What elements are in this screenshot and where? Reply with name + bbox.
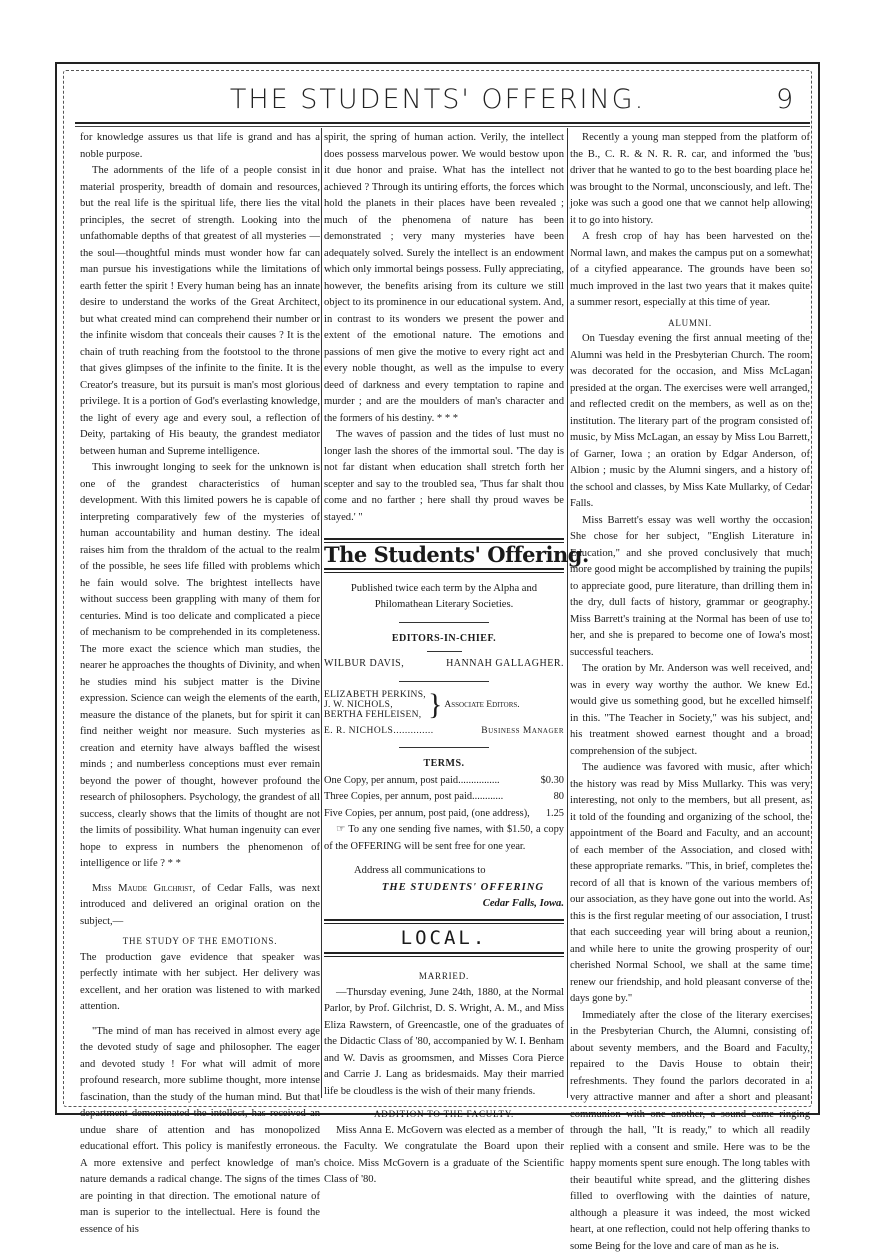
paragraph: A fresh crop of hay has been harvested on the Normal lawn, and makes the campus put on a somewhat of a cityfied appearance. The grounds have been so much improved in the last two years that it makes quite a summer resort, especially at this time of year. xyxy=(570,229,810,312)
paragraph: for knowledge assures us that life is grand and has a noble purpose. xyxy=(80,130,320,163)
offer xyxy=(324,822,564,855)
address-intro: Address all communications to xyxy=(324,863,564,880)
column-divider xyxy=(567,128,568,1098)
paragraph: Immediately after the close of the literary exercises in the Presbyterian Church, the Alumni, consisting of about seventy members, and the Board and Faculty, repaired to the Davis House to obtain their refreshments. They found the parlors decorated in a very attractive manner and after a short and pleasant communion with one another, a sound came ringing through the hall, "It is ready," to which all readily replied with a consent and smile. Here was to be the happy moments spent sure enough. The long tables with their beautiful white spread, and the glittering dishes filled to overflowing with the dainties of nature, although a pleasure it was indeed, the most wicked heart, at one reflection, could not help offering thanks to some Being for the love and care of man as he is. xyxy=(570,1008,810,1255)
paragraph: This inwrought longing to seek for the unknown is one of the grandest characteristics of human development. With this limited powers he is capable of interpreting comparatively few of the mysteries of human accountability and human destiny. The ideal raises him from the thraldom of the actual to the realm of the possible, he sees life filled with problems which he fain would solve. The brightest intellects have without success been grappling with many of them for centuries. Mind is too delicate and complicated a piece of mechanism to be comprehended in its completeness. The more exact the science which man studies, the nearer he approaches the thoughts of Divinity, and when he studies mind his subject matter is the Divine expression. Science can weigh the elements of the earth, measure the distance of the planets, but for spirit it can find neither weight nor measure. Such mysteries as creation and eternity have always baffled the wisest minds ; and numberless conceptions must ever remain beyond the power of thought, however profound the research of philosophers. Psychology, the grandest of all success, clearly shows that the limits of thought are not the limits of possibility. What human ingenuity can ever hope to express in numbers the phenomenon of intelligence or life ? * * xyxy=(80,460,320,873)
associate-label: Associate Editors. xyxy=(444,700,519,710)
page-header-title: THE STUDENTS' OFFERING. xyxy=(60,84,815,115)
column-middle xyxy=(324,130,564,1189)
terms-label: Five Copies, per annum, post paid, (one address), xyxy=(324,806,530,823)
associate-editors xyxy=(324,690,564,720)
terms-label: One Copy, per annum, post paid................ xyxy=(324,773,500,790)
paragraph: Miss Barrett's essay was well worthy the occasion She chose for her subject, "English Literature in Education," and she proved conclusively that much more good might be accomplished by training the pupils to appreciate good, pure literature, than drilling them in the dry, dull facts of history, grammar or geography. Miss Barrett's training at the Normal has been of use to her, and she is prepared to become one of Iowa's most successful teachers. xyxy=(570,513,810,662)
associate-name: BERTHA FEHLEISEN, xyxy=(324,710,426,720)
terms-row xyxy=(324,806,564,823)
paragraph: The waves of passion and the tides of lust must no longer lash the shores of the immortal soul. 'The day is not far distant when education shall stretch forth her scepter and say to the troubled sea, 'Thus far shalt thou come and no farther ; here shall thy proud waves be stayed.' " xyxy=(324,427,564,526)
paragraph: The oration by Mr. Anderson was well received, and was in every way worthy the author. We knew Ed. would give us something good, but he excelled himself in this. "The Teacher in Society," was his subject, and his treatment showed earnest thought and a broad comprehension of the subject. xyxy=(570,661,810,760)
rule xyxy=(324,568,564,573)
local-heading: LOCAL. xyxy=(324,930,564,947)
paragraph: The audience was favored with music, after which the history was read by Miss Mullarky. This was very interesting, not only to the members, but all present, as it told of the founding and organizing of the school, the appointment of the Board and Faculty, and an account of each member of the Association, and closed with these appropriate remarks. "This, in brief, completes the record of all that is known of the various members of our association, as they have gone out into the world. As this is the first regular meeting of our association, I trust that each succeeding year will bring about a reunion, and while here to unite the growing prosperity of our cherished Normal School, we shall at the same time renew our friendship, and hold pleasant converse of the days gone by." xyxy=(570,760,810,1008)
manager-label: Business Manager xyxy=(481,723,564,740)
header-rule xyxy=(75,122,810,127)
terms-heading: TERMS. xyxy=(324,756,564,773)
editors-in-chief xyxy=(324,656,564,673)
leader-dots: .............. xyxy=(393,723,481,740)
editor-name: HANNAH GALLAGHER. xyxy=(446,656,564,673)
section-heading: THE STUDY OF THE EMOTIONS. xyxy=(80,933,320,950)
paragraph: —Thursday evening, June 24th, 1880, at the Normal Parlor, by Prof. Gilchrist, D. S. Wright, A. M., and Miss Eliza Rawstern, of Greencastle, one of the graduates of the Didactic Class of '80, accompanied by W. I. Benham and W. Davis as groomsmen, and Misses Cora Pierce and Carrie J. Lang as bridesmaids. May their married life be cloudless is the wish of their many friends. xyxy=(324,985,564,1101)
paragraph: Recently a young man stepped from the platform of the B., C. R. & N. R. R. car, and informed the 'bus driver that he wanted to go to the best boarding place he was brought to the Normal, unconsciously, and left. The joke was such a good one that we cannot help allowing it to go into history. xyxy=(570,130,810,229)
editors-heading: EDITORS-IN-CHIEF. xyxy=(324,631,564,648)
associate-name: ELIZABETH PERKINS, xyxy=(324,690,426,700)
column-right xyxy=(570,130,810,1255)
manager-name: E. R. NICHOLS xyxy=(324,723,393,740)
address-place: Cedar Falls, Iowa. xyxy=(324,896,564,913)
paragraph-text: , of Cedar Falls, was next introduced and delivered an original oration on the subject,— xyxy=(80,883,320,927)
offer-text: To any one sending five names, with $1.50, a copy of the OFFERING will be sent free for one year. xyxy=(324,824,564,852)
paragraph: Miss Anna E. McGovern was elected as a member of the Faculty. We congratulate the Board upon their choice. Miss McGovern is a graduate of the Scientific Class of '80. xyxy=(324,1123,564,1189)
editor-name: WILBUR DAVIS, xyxy=(324,656,404,673)
section-heading: ADDITION TO THE FACULTY. xyxy=(324,1106,564,1123)
column-divider xyxy=(321,128,322,1098)
publication-note: Published twice each term by the Alpha and Philomathean Literary Societies. xyxy=(324,581,564,614)
terms-price: $0.30 xyxy=(541,773,564,790)
terms-row xyxy=(324,773,564,790)
address-name: THE STUDENTS' OFFERING xyxy=(324,880,564,897)
paragraph: "The mind of man has received in almost every age the devoted study of sage and philosopher. The eager and devoted study ! For what will admit of more profound research, more sublime thought, more intense fascination, than the study of the human mind. But that department demominated the intellect, has received an undue share of attention and has monopolized educational effort. This policy is manifestly erroneous. A more extensive and perfect knowledge of man's nature demands a radical change. The signs of the times are pointing in that direction. The emotional nature of man is superior to the intellectual. Here is found the essence of his xyxy=(80,1024,320,1239)
paragraph: spirit, the spring of human action. Verily, the intellect does possess marvelous power. We would bestow upon it due honor and praise. What has the intellect not achieved ? Through its untiring efforts, the forces which hold the planets in their places have been revealed ; much of the phenomena of nature has been demonstrated ; very many mysteries have been adequately solved. Surely the intellect is an endowment which only immortal beings possess. Fully appreciating, however, the benefits arising from its culture we still object to its prominence in our educational system. And, in contrast to its wonders we present the power and extent of the emotional nature. The emotions and passions of men give the motive to every right act and every noble thought, as well as the impulse to every deed of darkness and every temptation to rapine and murder ; and are the moulders of man's character and the formers of his destiny. * * * xyxy=(324,130,564,427)
speaker-name: Miss Maude Gilchrist xyxy=(92,883,193,894)
paragraph: The production gave evidence that speaker was perfectly intimate with her subject. Her delivery was excellent, and her oration was listened to with marked attention. xyxy=(80,950,320,1016)
business-manager xyxy=(324,723,564,740)
section-heading: MARRIED. xyxy=(324,968,564,985)
brace: } xyxy=(428,690,442,720)
pointing-hand-icon: ☞ xyxy=(336,824,348,835)
associate-name: J. W. NICHOLS, xyxy=(324,700,426,710)
section-heading: ALUMNI. xyxy=(570,315,810,332)
paragraph: The adornments of the life of a people consist in material prosperity, breadth of domain and resources, but the real life is the spiritual life, there lies the vital principles, the secret of strength. Looking into the unfathomable depths of that greatest of all mysteries —the soul—thoughtful minds must wonder how far can man pursue his investigations while the limitations of earth fetter the spirit ! Every human being has an innate desire to understand the works of the Great Architect, but what created mind can comprehend their number or the infinite wisdom that conceals their causes ? It is the chain of truth reaching from the footstool to the throne that gives glimpses of the infinite to the finite. It is the Creator's treasure, but its pursuit is man's most glorious privilege. It is a portion of God's everlasting knowledge, the light of every age and every soul, a reflection of Deity, partaking of His beauty, the grandest mediator between human and Supreme intelligence. xyxy=(80,163,320,460)
column-left xyxy=(80,130,320,1238)
page-number: 9 xyxy=(776,84,793,115)
paragraph xyxy=(80,881,320,931)
terms-price: 1.25 xyxy=(546,806,564,823)
terms-row xyxy=(324,789,564,806)
masthead-title: The Students' Offering. xyxy=(324,547,564,564)
terms-list xyxy=(324,773,564,856)
rule xyxy=(324,919,564,924)
terms-price: 80 xyxy=(554,789,564,806)
terms-label: Three Copies, per annum, post paid............ xyxy=(324,789,503,806)
paragraph: On Tuesday evening the first annual meeting of the Alumni was held in the Presbyterian Church. The room was decorated for the occasion, and Miss McLagan presided at the organ. The exercises were well arranged, and reflected credit on the members, as well as on the institution. The literary part of the program consisted of music, by Miss McLagan, an essay by Miss Lou Barrett, of Garner, Iowa ; an oration by Edgar Anderson, of Albion ; music by the Alumni singers, and a history of the school and classes, by Miss Kate Mullarky, of Cedar Falls. xyxy=(570,331,810,513)
